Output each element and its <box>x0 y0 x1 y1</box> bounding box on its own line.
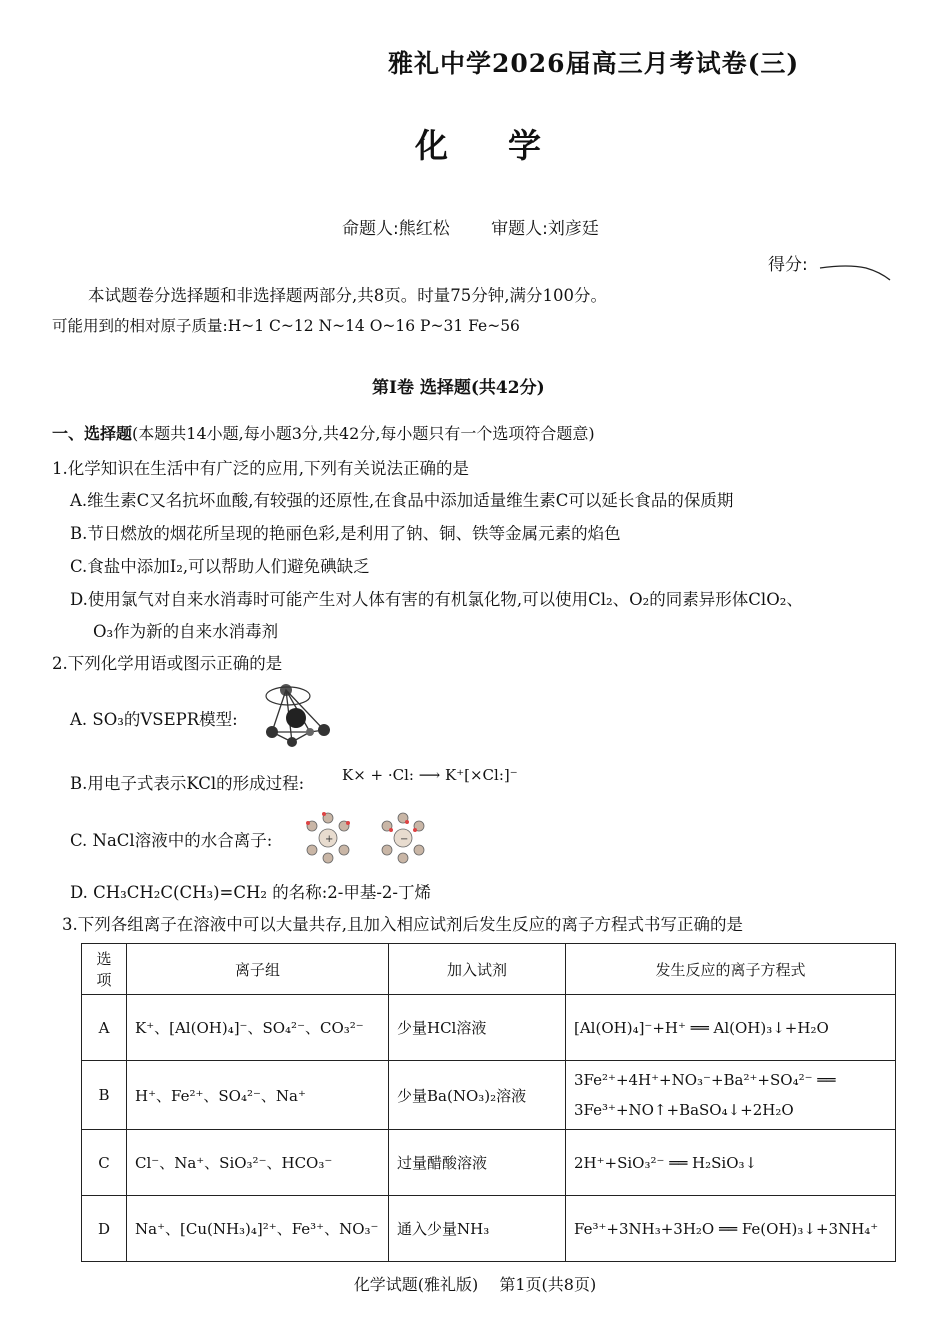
row-equation: Fe³⁺+3NH₃+3H₂O ══ Fe(OH)₃↓+3NH₄⁺ <box>566 1196 896 1262</box>
footer-page: 第1页(共8页) <box>499 1275 597 1294</box>
table-row <box>82 1130 896 1196</box>
footer-name: 化学试题(雅礼版) <box>353 1275 479 1294</box>
so3-vsepr-model-image <box>262 680 334 750</box>
section-heading <box>52 421 595 444</box>
q3-stem: 3.下列各组离子在溶液中可以大量共存,且加入相应试剂后发生反应的离子方程式书写正确的是 <box>62 915 743 934</box>
col-header-ions: 离子组 <box>127 944 389 995</box>
row-option: D <box>82 1196 127 1262</box>
row-ions: Na⁺、[Cu(NH₃)₄]²⁺、Fe³⁺、NO₃⁻ <box>127 1196 389 1262</box>
subject-title: 化学 <box>415 126 601 165</box>
table-header-row <box>82 944 896 995</box>
table-row <box>82 1061 896 1130</box>
row-reagent: 过量醋酸溶液 <box>389 1130 566 1196</box>
q1-option-d-cont: O₃作为新的自来水消毒剂 <box>93 622 279 641</box>
q3-table <box>81 943 896 1262</box>
q2-stem: 2.下列化学用语或图示正确的是 <box>52 654 283 673</box>
row-equation: 2H⁺+SiO₃²⁻ ══ H₂SiO₃↓ <box>566 1130 896 1196</box>
row-equation: [Al(OH)₄]⁻+H⁺ ══ Al(OH)₃↓+H₂O <box>566 995 896 1061</box>
row-ions: H⁺、Fe²⁺、SO₄²⁻、Na⁺ <box>127 1061 389 1130</box>
row-option: B <box>82 1061 127 1130</box>
q2-option-a: A. SO₃的VSEPR模型: <box>70 710 238 729</box>
q1-option-a: A.维生素C又名抗坏血酸,有较强的还原性,在食品中添加适量维生素C可以延长食品的保质期 <box>70 491 734 510</box>
q1-stem: 1.化学知识在生活中有广泛的应用,下列有关说法正确的是 <box>52 459 469 478</box>
kcl-electron-formula: K× + ·Cl: ⟶ K⁺[×Cl:]⁻ <box>342 766 518 784</box>
col-header-option: 选项 <box>82 944 127 995</box>
q2-option-d: D. CH₃CH₂C(CH₃)=CH₂ 的名称:2-甲基-2-丁烯 <box>70 883 431 902</box>
atomic-masses: 可能用到的相对原子质量:H~1 C~12 N~14 O~16 P~31 Fe~56 <box>52 317 520 335</box>
col-header-reagent: 加入试剂 <box>389 944 566 995</box>
q1-option-b: B.节日燃放的烟花所呈现的艳丽色彩,是利用了钠、铜、铁等金属元素的焰色 <box>70 524 621 543</box>
row-reagent: 少量Ba(NO₃)₂溶液 <box>389 1061 566 1130</box>
q2-option-c: C. NaCl溶液中的水合离子: <box>70 831 273 850</box>
row-ions: K⁺、[Al(OH)₄]⁻、SO₄²⁻、CO₃²⁻ <box>127 995 389 1061</box>
col-header-equation: 发生反应的离子方程式 <box>566 944 896 995</box>
row-option: C <box>82 1130 127 1196</box>
q1-option-d: D.使用氯气对自来水消毒时可能产生对人体有害的有机氯化物,可以使用Cl₂、O₂的同素异形体ClO₂、 <box>70 590 803 609</box>
score-label: 得分: <box>768 255 808 275</box>
section-label: 一、选择题 <box>52 424 133 443</box>
table-row <box>82 995 896 1061</box>
q1-option-c: C.食盐中添加I₂,可以帮助人们避免碘缺乏 <box>70 557 370 576</box>
q2-option-b: B.用电子式表示KCl的形成过程: <box>70 774 305 793</box>
svg-text:−: − <box>400 834 409 845</box>
score-blank-line <box>818 262 893 282</box>
row-option: A <box>82 995 127 1061</box>
authors <box>342 214 635 239</box>
part-heading: 第Ⅰ卷 选择题(共42分) <box>372 378 545 398</box>
row-reagent: 通入少量NH₃ <box>389 1196 566 1262</box>
page-footer <box>0 1272 950 1295</box>
intro-text: 本试题卷分选择题和非选择题两部分,共8页。时量75分钟,满分100分。 <box>88 286 607 305</box>
section-desc: (本题共14小题,每小题3分,共42分,每小题只有一个选项符合题意) <box>132 424 595 443</box>
table-row <box>82 1196 896 1262</box>
reviewer: 审题人:刘彦廷 <box>491 219 599 239</box>
author: 命题人:熊红松 <box>342 219 450 239</box>
row-equation: 3Fe²⁺+4H⁺+NO₃⁻+Ba²⁺+SO₄²⁻ ══ 3Fe³⁺+NO↑+BaSO₄↓+2H₂O <box>566 1061 896 1130</box>
row-reagent: 少量HCl溶液 <box>389 995 566 1061</box>
row-ions: Cl⁻、Na⁺、SiO₃²⁻、HCO₃⁻ <box>127 1130 389 1196</box>
hydrated-ions-image <box>298 808 438 868</box>
exam-title: 雅礼中学2026届高三月考试卷(三) <box>388 49 800 78</box>
svg-text:+: + <box>325 834 334 845</box>
